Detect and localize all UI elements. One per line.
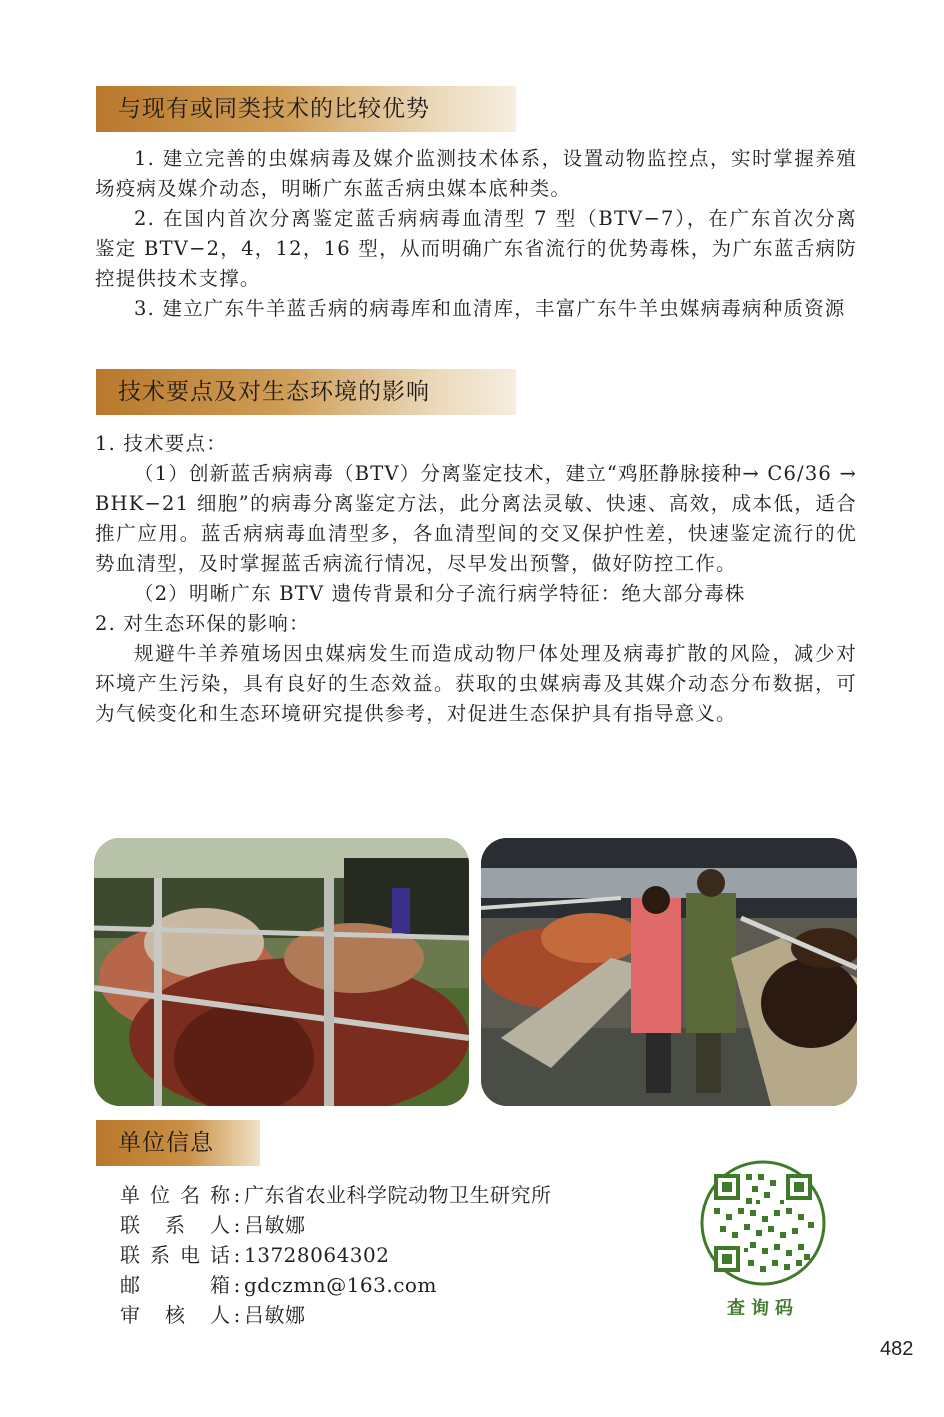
- info-value-unit-name: 广东省农业科学院动物卫生研究所: [244, 1183, 552, 1207]
- key-point-paragraph-2: （2）明晰广东 BTV 遗传背景和分子流行病学特征：绝大部分毒株: [134, 582, 746, 605]
- key-points-text: [95, 429, 857, 729]
- info-label: 联 系 人: [120, 1213, 230, 1237]
- info-value-contact: 吕敏娜: [244, 1213, 306, 1237]
- key-point-paragraph-1: （1）创新蓝舌病病毒（BTV）分离鉴定技术，建立“鸡胚静脉接种→ C6/36 → BHK−21 细胞”的病毒分离鉴定方法，此分离法灵敏、快速、高效，成本低，适合推广应用。蓝舌病病毒血清型多，各血清型间的交叉保护性差，快速鉴定流行的优势血清型，及时掌握蓝舌病流行情况，尽早发出预警，做好防控工作。: [95, 462, 857, 575]
- info-value-phone: 13728064302: [244, 1243, 390, 1267]
- info-row-unit-name: [120, 1180, 552, 1210]
- page-number: 482: [880, 1338, 914, 1360]
- info-row-phone: [120, 1240, 552, 1270]
- info-value-reviewer: 吕敏娜: [244, 1303, 306, 1327]
- farm-inspection-photo-right: [481, 838, 857, 1106]
- advantages-text: [95, 144, 857, 324]
- key-points-subheading-2: 2. 对生态环保的影响：: [95, 612, 310, 635]
- info-colon: :: [233, 1213, 241, 1237]
- section-header-advantages: 与现有或同类技术的比较优势: [96, 86, 516, 132]
- info-value-email: gdczmn@163.com: [244, 1273, 437, 1297]
- info-label: 审 核 人: [120, 1303, 230, 1327]
- unit-info-table: [120, 1180, 552, 1330]
- advantage-paragraph-2: 2. 在国内首次分离鉴定蓝舌病病毒血清型 7 型（BTV−7），在广东首次分离鉴定 BTV−2，4，12，16 型，从而明确广东省流行的优势毒株，为广东蓝舌病防控提供技术支撑。: [95, 207, 857, 290]
- advantage-paragraph-1: 1. 建立完善的虫媒病毒及媒介监测技术体系，设置动物监控点，实时掌握养殖场疫病及媒介动态，明晰广东蓝舌病虫媒本底种类。: [95, 147, 857, 200]
- eco-impact-paragraph: 规避牛羊养殖场因虫媒病发生而造成动物尸体处理及病毒扩散的风险，减少对环境产生污染，具有良好的生态效益。获取的虫媒病毒及其媒介动态分布数据，可为气候变化和生态环境研究提供参考，对促进生态保护具有指导意义。: [95, 642, 857, 725]
- info-row-contact: [120, 1210, 552, 1240]
- section-header-key-points: 技术要点及对生态环境的影响: [96, 369, 516, 415]
- info-row-email: [120, 1270, 552, 1300]
- info-row-reviewer: [120, 1300, 552, 1330]
- qr-caption: 查询码: [727, 1298, 799, 1319]
- info-label: 单 位 名 称: [120, 1183, 230, 1207]
- advantage-paragraph-3: 3. 建立广东牛羊蓝舌病的病毒库和血清库，丰富广东牛羊虫媒病毒病种质资源: [134, 297, 846, 320]
- info-label: 邮 箱: [120, 1273, 230, 1297]
- info-label: 联 系 电 话: [120, 1243, 230, 1267]
- info-colon: :: [233, 1243, 241, 1267]
- info-colon: :: [233, 1183, 241, 1207]
- key-points-subheading-1: 1. 技术要点：: [95, 432, 227, 455]
- cattle-photo-left: [94, 838, 469, 1106]
- qr-code-icon: [700, 1160, 826, 1286]
- section-header-unit-info: 单位信息: [96, 1120, 260, 1166]
- info-colon: :: [233, 1303, 241, 1327]
- info-colon: :: [233, 1273, 241, 1297]
